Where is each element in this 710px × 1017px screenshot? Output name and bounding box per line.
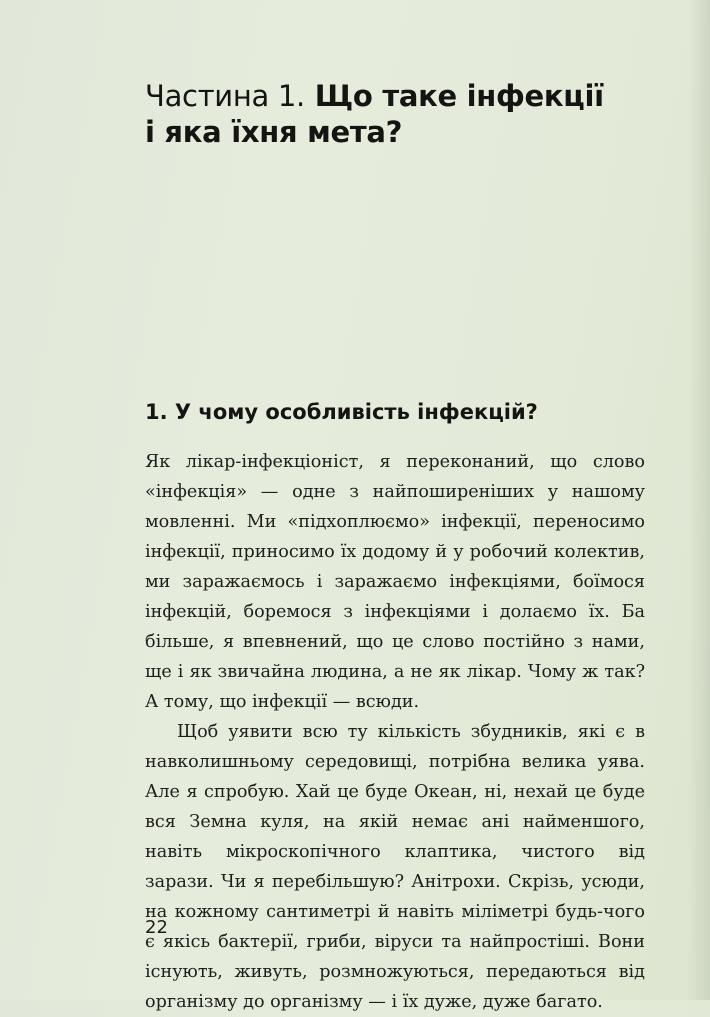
page-number: 22 [145, 917, 168, 938]
book-page [145, 0, 665, 1012]
paragraph: Щоб уявити всю ту кількість збудників, які є в навколишньому середовищі, потрібна велика уява. Але я спробую. Хай це буде Океан, ні, нехай це буде вся Земна куля, на якій немає ані найменшого, навіть мікроскопічного клаптика, чистого від зарази. Чи я перебільшую? Анітрохи. Скрізь, усюди, на кожному сантиметрі й навіть міліметрі будь-чого є якісь бактерії, гриби, віруси та найпростіші. Вони існують, живуть, розмножуються, передаються від організму до організму — і їх дуже, дуже багато. [145, 722, 645, 1012]
paragraph: Як лікар-інфекціоніст, я переконаний, що слово «інфекція» — одне з найпоширеніших у нашому мовленні. Ми «підхоплюємо» інфекції, переносимо інфекції, приносимо їх додому й у робочий колектив, ми заражаємось і заражаємо інфекціями, боїмося інфекцій, боремося з інфекціями і долаємо їх. Ба більше, я впевнений, що це слово постійно з нами, ще і як звичайна людина, а не як лікар. Чому ж так? А тому, що інфекції — всюди. [145, 452, 645, 712]
chapter-heading: Що таке інфекції і яка їхня мета? [145, 79, 604, 149]
chapter-title [145, 78, 615, 150]
body-text [145, 447, 645, 1017]
chapter-prefix: Частина 1. [145, 79, 305, 113]
page-edge-shadow [688, 0, 710, 1000]
section-title: 1. У чому особливість інфекцій? [145, 400, 538, 424]
